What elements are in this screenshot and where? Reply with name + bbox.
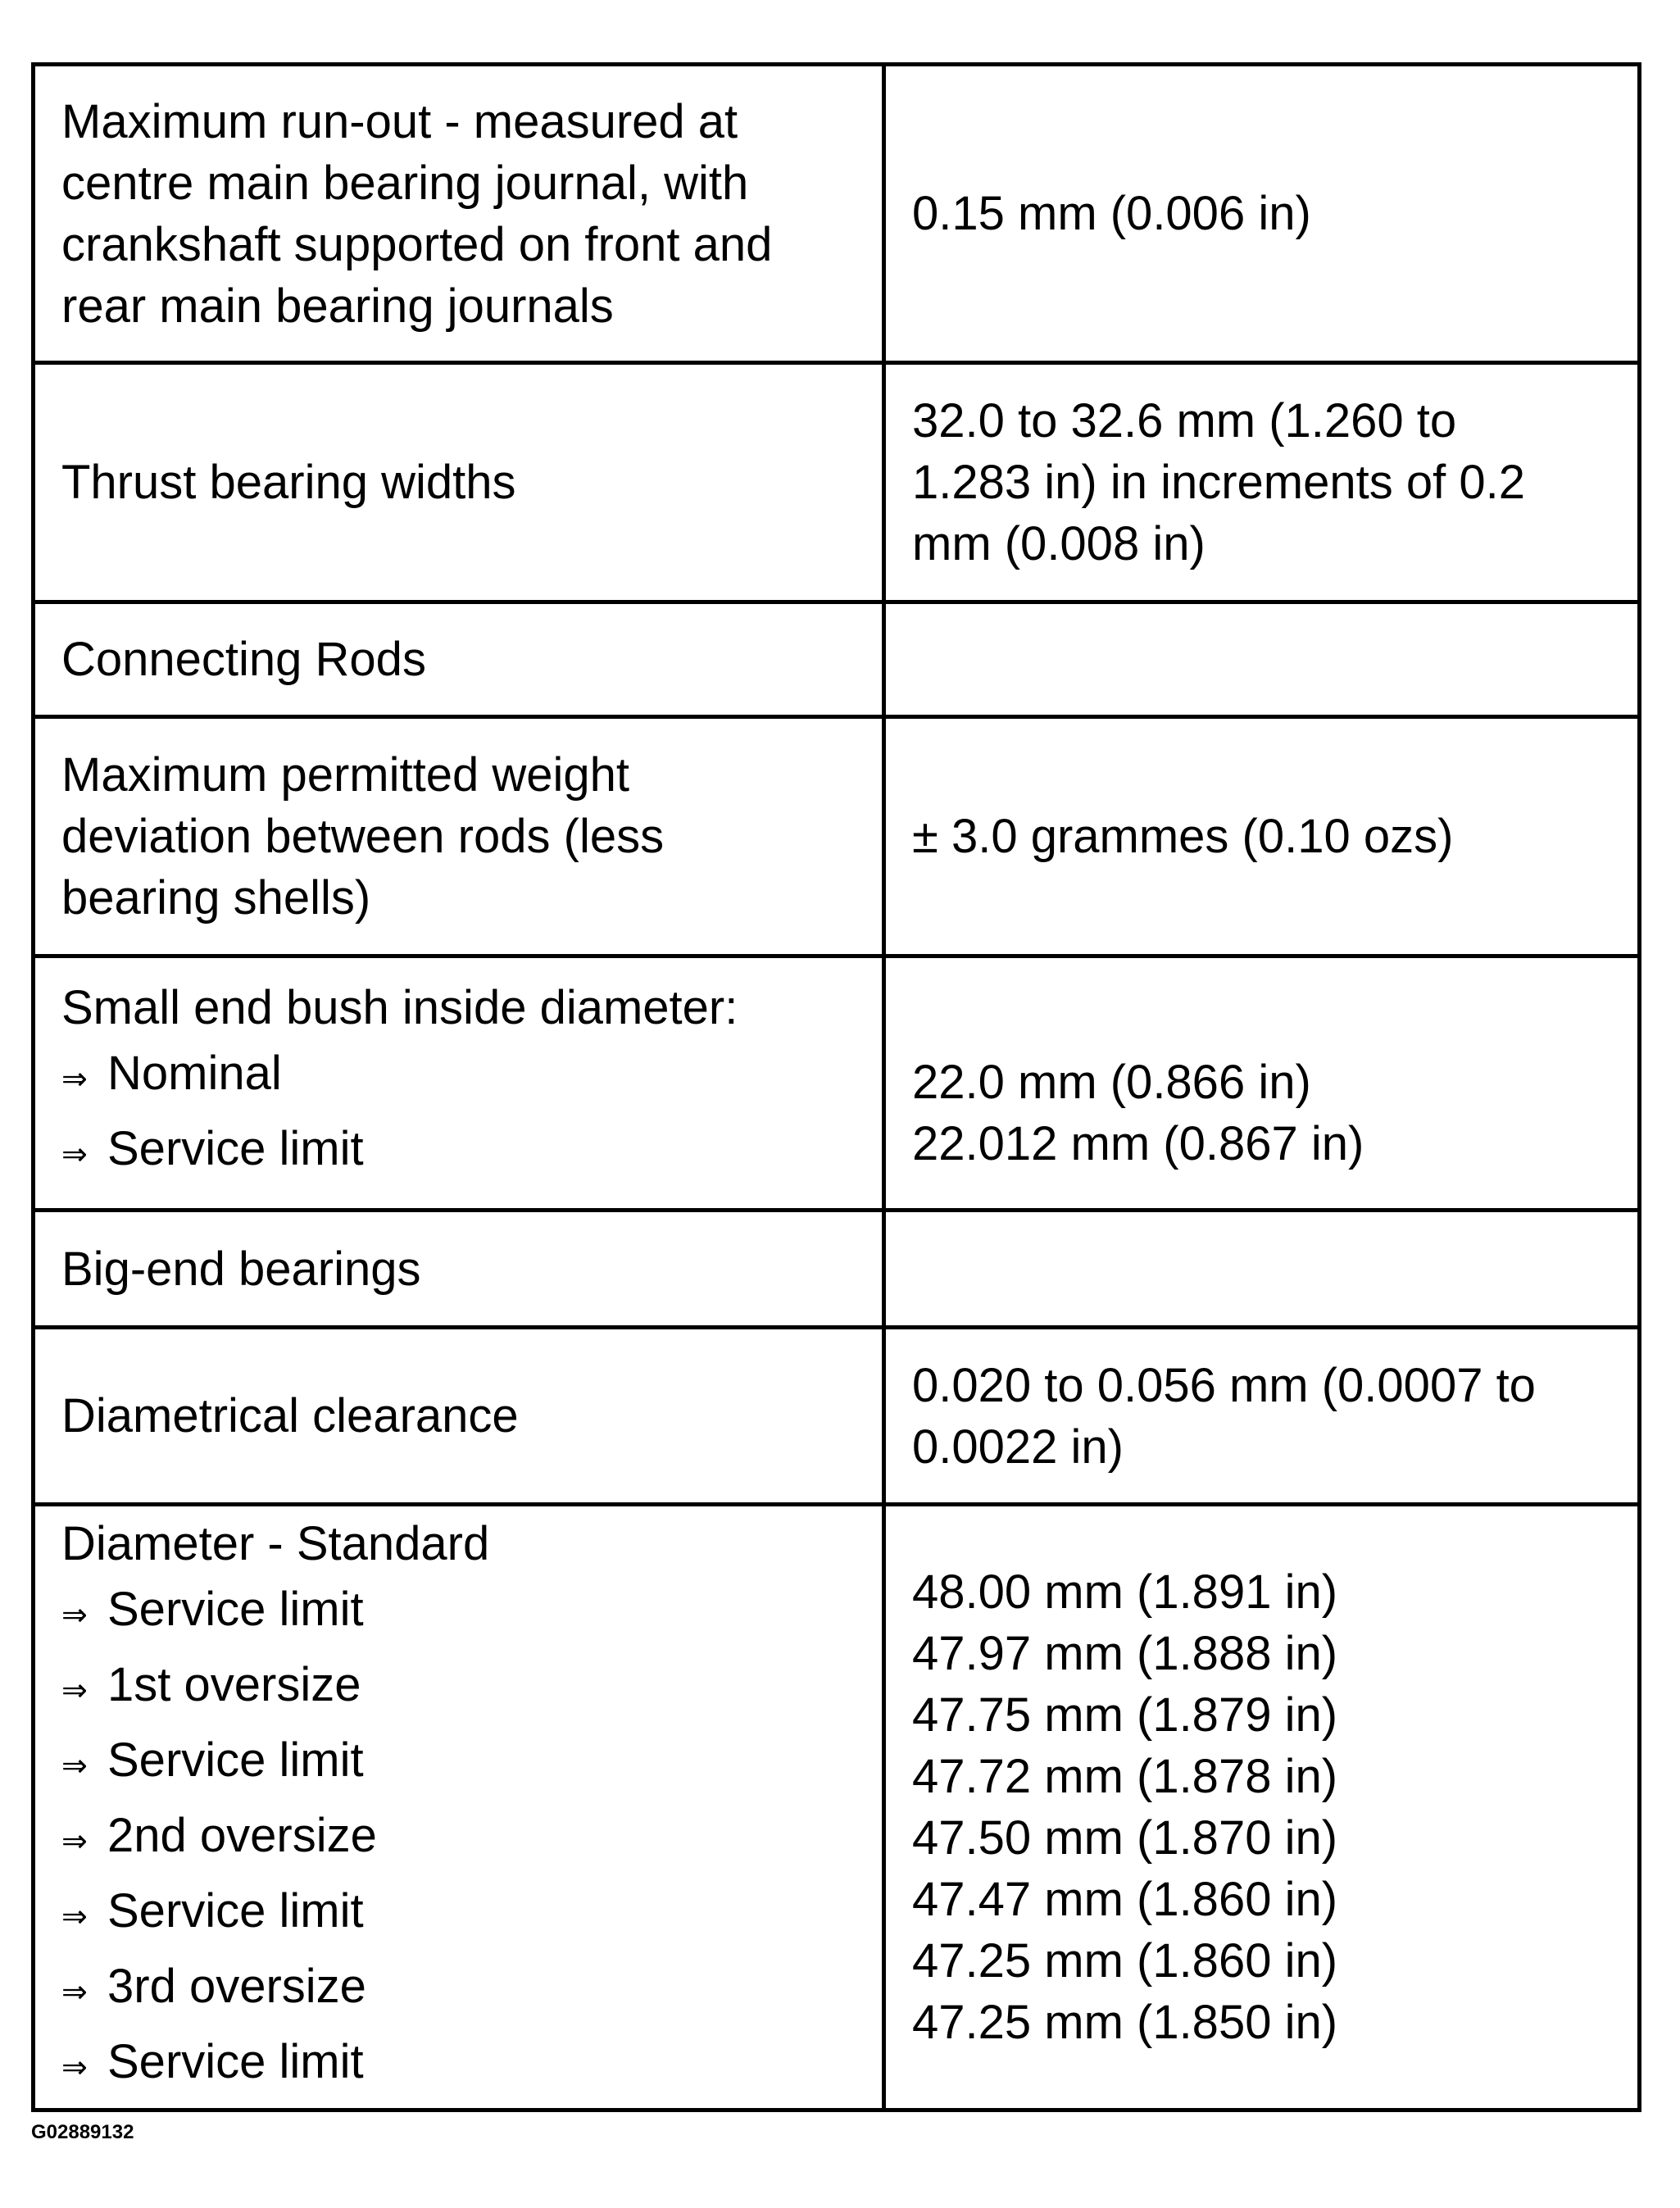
- label-line: Thrust bearing widths: [61, 456, 516, 509]
- value-line: 47.25 mm (1.860 in): [912, 1934, 1338, 1988]
- label-line: centre main bearing journal, with: [61, 156, 749, 210]
- bullet-item: [61, 1650, 856, 1725]
- section-heading: [35, 1212, 886, 1325]
- double-arrow-right-icon: ⇒: [61, 1897, 88, 1934]
- bullet-item: [61, 1114, 856, 1189]
- bullet-text: Service limit: [107, 1883, 364, 1938]
- label-line: deviation between rods (less: [61, 810, 665, 863]
- section-heading: [35, 604, 886, 715]
- value-line: 47.75 mm (1.879 in): [912, 1688, 1338, 1742]
- label-heading: Small end bush inside diameter:: [61, 981, 738, 1034]
- row-value: [886, 1329, 1637, 1502]
- table-row: [35, 66, 1637, 365]
- figure-id: G02889132: [31, 2121, 134, 2143]
- label-line: Connecting Rods: [61, 633, 426, 686]
- bullet-item: [61, 1574, 856, 1650]
- label-line: Maximum run-out - measured at: [61, 94, 738, 148]
- double-arrow-right-icon: ⇒: [61, 2048, 88, 2085]
- bullet-text: Service limit: [107, 1733, 364, 1787]
- table-row: [35, 719, 1637, 958]
- bullet-text: 3rd oversize: [107, 1959, 366, 2013]
- value-line: mm (0.008 in): [912, 517, 1206, 570]
- row-label: [35, 958, 886, 1208]
- bullet-text: 2nd oversize: [107, 1808, 377, 1862]
- label-line: rear main bearing journals: [61, 279, 614, 333]
- bullet-text: 1st oversize: [107, 1657, 361, 1711]
- value-line: 47.50 mm (1.870 in): [912, 1811, 1338, 1865]
- empty-value-cell: [886, 604, 1637, 715]
- double-arrow-right-icon: ⇒: [61, 1822, 88, 1859]
- bullet-text: Service limit: [107, 2034, 364, 2088]
- double-arrow-right-icon: ⇒: [61, 1973, 88, 2010]
- value-line: 48.00 mm (1.891 in): [912, 1565, 1338, 1619]
- table-row: [35, 1329, 1637, 1506]
- double-arrow-right-icon: ⇒: [61, 1671, 88, 1708]
- bullet-item: [61, 1951, 856, 2027]
- label-heading: Diameter - Standard: [61, 1516, 490, 1570]
- bullet-item: [61, 2027, 856, 2102]
- double-arrow-right-icon: ⇒: [61, 1747, 88, 1783]
- row-value: [886, 958, 1637, 1208]
- table-row: [35, 604, 1637, 719]
- label-line: crankshaft supported on front and: [61, 217, 773, 271]
- label-line: Big-end bearings: [61, 1242, 421, 1296]
- value-line: 0.020 to 0.056 mm (0.0007 to: [912, 1358, 1536, 1412]
- bullet-text: Service limit: [107, 1122, 364, 1175]
- table-row: [35, 1506, 1637, 2108]
- value-line: 0.15 mm (0.006 in): [912, 187, 1311, 240]
- label-line: Maximum permitted weight: [61, 748, 629, 802]
- value-line: 32.0 to 32.6 mm (1.260 to: [912, 394, 1457, 448]
- value-line: 1.283 in) in increments of 0.2: [912, 456, 1525, 509]
- value-line: 47.72 mm (1.878 in): [912, 1750, 1338, 1803]
- row-label: [35, 719, 886, 954]
- bullet-item: [61, 1801, 856, 1876]
- row-label: [35, 365, 886, 600]
- value-line: 47.97 mm (1.888 in): [912, 1627, 1338, 1680]
- row-value: [886, 1506, 1637, 2108]
- table-row: [35, 1212, 1637, 1329]
- value-line: 0.0022 in): [912, 1420, 1124, 1474]
- spec-table: [31, 62, 1641, 2112]
- label-line: Diametrical clearance: [61, 1389, 519, 1442]
- bullet-item: [61, 1725, 856, 1801]
- value-line: 22.0 mm (0.866 in): [912, 1055, 1311, 1109]
- bullet-item: [61, 1876, 856, 1951]
- value-line: 22.012 mm (0.867 in): [912, 1116, 1364, 1170]
- double-arrow-right-icon: ⇒: [61, 1596, 88, 1633]
- row-label: [35, 66, 886, 361]
- row-value: [886, 365, 1637, 600]
- row-label: [35, 1506, 886, 2108]
- value-line: ± 3.0 grammes (0.10 ozs): [912, 810, 1454, 863]
- table-row: [35, 365, 1637, 604]
- bullet-item: [61, 1038, 856, 1114]
- row-value: [886, 719, 1637, 954]
- value-line: 47.47 mm (1.860 in): [912, 1873, 1338, 1926]
- bullet-text: Service limit: [107, 1582, 364, 1636]
- bullet-text: Nominal: [107, 1047, 282, 1100]
- value-line: 47.25 mm (1.850 in): [912, 1996, 1338, 2049]
- label-line: bearing shells): [61, 871, 371, 925]
- double-arrow-right-icon: ⇒: [61, 1061, 88, 1097]
- empty-value-cell: [886, 1212, 1637, 1325]
- row-label: [35, 1329, 886, 1502]
- double-arrow-right-icon: ⇒: [61, 1136, 88, 1172]
- row-value: [886, 66, 1637, 361]
- table-row: [35, 958, 1637, 1212]
